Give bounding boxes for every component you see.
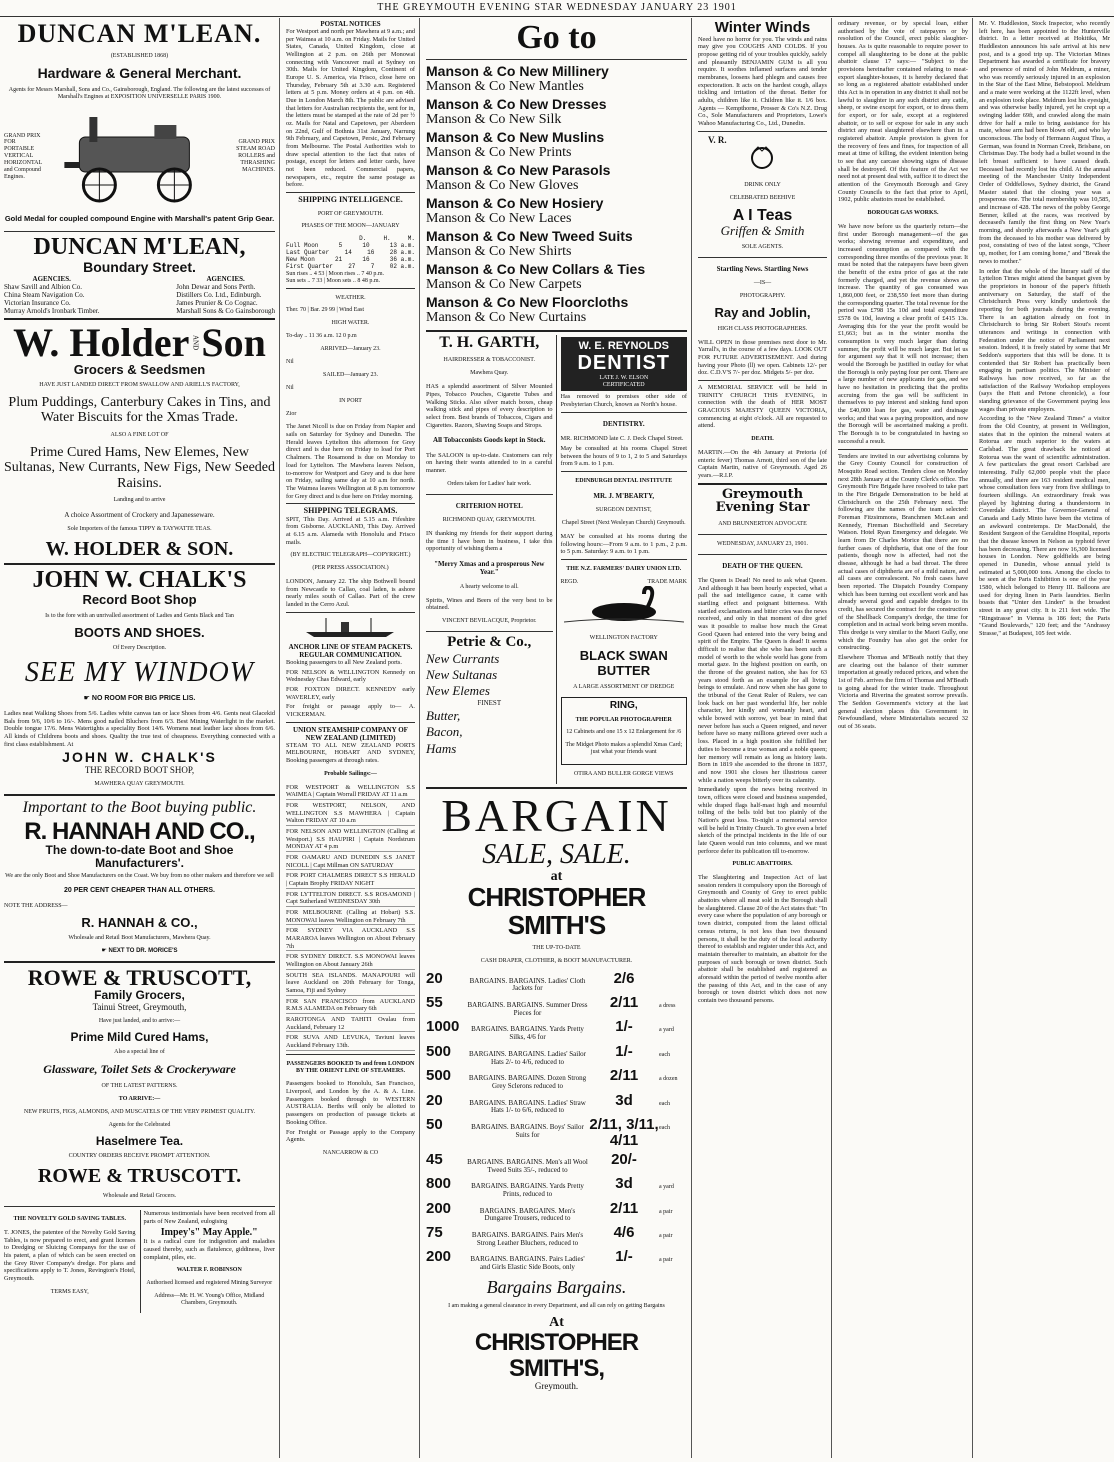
petrie-item: New Currants [426,650,500,666]
manson-line: Manson & Co New Tweed Suits [426,227,633,244]
death-head: DEATH. [751,436,774,443]
bargain-count: 55 [426,994,443,1012]
rowe-subtitle: Family Grocers, [94,988,185,1003]
manson-line: Manson & Co New Gloves [426,178,579,194]
union-sailings: Probable Sailings:— [324,770,377,777]
petrie-items [426,651,553,757]
petrie-title: Petrie & Co., [447,633,532,650]
garth-sub: HAIRDRESSER & TOBACCONIST. [443,357,535,364]
bargain-desc: BARGAINS. BARGAINS. Yards Pretty Prints, reduced to [471,1182,584,1199]
bargain-count: 20 [426,969,443,987]
high-water-row: To-day .. 11 36 a.m. 12 0 p.m [286,333,357,340]
tenders-text: Tenders are invited in our advertising columns by the Grey County Council for construction of Mosquito Road section. Tenders close on Monday next 28th January at the County Clerk's office. The Greymouth Fire Brigade have resolved to take part in the Fire Brigade Demonstration to be held at Christchurch on the 25th February next. The following are the names of the team selected: Foreman Fitzsimmons, Branchmen McLean and Kennedy, Fireman Bischoffield and Secretary Watson. Hotel Ryan Emergency and delegate. We learn from Dr Charles Morice that there are no further cases of diphtheria, that one of the four patients, though now is affected, had not the disease, although he had a bad throat. The three actual cases of diphtheria are of a mild nature, and all cases are convalescent. No fresh cases have been reported. The Dispatch Foundry Company which has been turning out excellent work and has already several good and capable dredges to its credit, has secured the contract for the construction of the Shellback Company's dredge, the time for completion and in actual work being seven months. This dredge is very similar to the Maori Gully, one which the Foundry has also got the order for constructing. [838,452,968,652]
sole-agents: SOLE AGENTS. [741,244,784,251]
bargain-unit: each [659,1100,670,1107]
ray-title: Ray and Joblin, [714,305,811,321]
column-2 [282,18,420,1458]
ray-sub: HIGH CLASS PHOTOGRAPHERS. [717,325,808,332]
bargain-row [426,1117,687,1150]
dentistry-head: DENTISTRY. [602,419,645,428]
bargain-price: 2/11, 3/11, 4/11 [589,1115,659,1150]
criterion-prop: VINCENT BEVILACQUE, Proprietor. [441,617,537,624]
bargain-row [426,1152,687,1174]
column-1 [0,18,280,1458]
union-sailing-item: RAROTONGA AND TAHITI Ovalau from Auckland, February 12 [286,1016,415,1031]
holder-footer: W. HOLDER & SON. [45,538,234,561]
col6-text3: According to the "New Zealand Times" a visitor from the Old Country, at present in Wellington, states that in the opinion the mineral waters at Rotorua are much superior to the waters at Carlsbad. The great drawback he noticed at Rotorua was the want of scientific administration. A few particulars the great resort Carlsbad are interesting. Fully 62,000 people visit the place annually, and there are 163 resident medical men, whose consultation fees vary from five shillings to fourteen shillings. An extraordinary freak was played by lightning during a thunderstorm in Coverdale district. The Governor-General of Canada and Lady Minto have been the victims of an awkward contretemps. Dr MacDonald, the Resident Surgeon of the Geraldine Hospital, reports that the disease known in Nelson as typhoid fever has been decreasing. There are now 16,300 licensed houses in London. New goldfields are being opened in Dunedin, whose annual yield is estimated at 5,000,000 tons. Among the clocks to be seen at the Paris Exhibition is one of the year 1580, which belonged to Henry III. Balloons are used for drying linen in Paris laundries. Berlin boasts that "Unter den Linden" is the broadest street in any great city. It is 211 feet wide. The "Ringstrasse" in Vienna is 186 feet; the Paris "Grand Boulevards," 120 feet; and the "Andrassy Strasse," at Budapest, 105 feet wide. [979,415,1110,638]
reynolds-banner: W. E. REYNOLDS DENTIST LATE J. W. ELSON CERTIFICATED [561,337,688,392]
grand-prix-right: GRAND PRIX STEAM ROAD ROLLERS and THRASHING MACHINES. [236,139,276,173]
chalk-desc: Is to the fore with an unrivalled assortment of Ladies and Gents Black and Tan [45,612,234,619]
bargain-row [426,1249,687,1271]
bargain-count: 200 [426,1248,452,1266]
hannah-text: We are the only Boot and Shoe Manufacturers on the Coast. We buy from no other makers and therefore we sell [5,873,274,880]
chalk-footer2: THE RECORD BOOT SHOP, [84,765,195,776]
beaty-addr: Chapel Street (Next Wesleyan Church) Greymouth. [561,520,686,527]
ray-text: WILL OPEN in those premises next door to Mr. Yarrall's, in the course of a few days. LOOK OUT FOR FUTURE ADVERTISEMENT. And during having your Photo (ll) we open. Cabinets 12/- per doz. C.D.V'S 7/- per doz. Midgets 5/- per doz. [698,338,827,377]
paper-date: WEDNESDAY, JANUARY 23, 1901. [716,540,809,547]
pointing-hand-icon: ☛ [83,694,92,702]
celebrated: CELEBRATED BEEHIVE [729,194,796,201]
rowe-tea: Haselmere Tea. [95,1133,184,1148]
bargain-price: 2/11 [609,1199,639,1217]
rowe-hams: Prime Mild Cured Hams, [70,1029,209,1044]
smith-title: CHRISTOPHER SMITH'S [467,882,646,940]
ship-notes: The Janet Nicoll is due on Friday from Napier and sails on Saturday for Sydney and Dunedin. The Herald leaves Lyttelton this afternoon for Grey direct and is due here on Friday to load for Port Chalmers. The Rosamond is due on Monday to load for Lyttelton. The Mawhera leaves Nelson, to-morrow for Westport and Grey and is due here on Friday, sailing same day at 10 a.m for north. The Waimea leaves Wellington at 8 p.m tomorrow for Grey direct and is due here on Friday morning. [286,423,415,500]
bargain-desc: BARGAINS. BARGAINS. Dozen Strong Grey Sclerons reduced to [468,1074,587,1090]
impey-ad: Numerous testimonials have been received from all parts of New Zealand, eulogising Impey's" May Apple." It is a radical cure for indigestion and maladies caused thereby, such as flatulence, giddiness, liver complaint, piles, etc. WALTER F. ROBINSON Authorised licensed and registered Mining Surveyor Address—Mr. H. W. Young's Office, Midland Chambers, Greymouth. [140,1210,276,1313]
pointing-hand-icon: ☛ [101,948,109,955]
goto-heading: Go to [516,19,597,56]
chalk-window: SEE MY WINDOW [24,657,255,689]
bargain-desc: BARGAINS. BARGAINS. Ladies' Straw Hats 1/- to 6/6, reduced to [469,1098,586,1115]
bargains-footer: Bargains Bargains. [486,1276,627,1297]
bargain-price: 3d [615,1175,633,1193]
bargain-desc: BARGAINS. BARGAINS. Ladies' Sailor Hats 2/- to 4/6, reduced to [469,1049,586,1066]
general-clearance: I am making a general clearance in every Department, and all can rely on getting Bargains [448,1302,665,1309]
rowe-also: Also a special line of [114,1049,165,1056]
telegrams-copyright: (BY ELECTRIC TELEGRAPH—COPYRIGHT.) [290,552,411,559]
bargain-desc: BARGAINS. BARGAINS. Summer Dress Pieces for [467,1001,588,1017]
bargain-row [426,995,687,1017]
manson-line: Manson & Co New Curtains [426,310,587,326]
drink-only: DRINK ONLY [744,181,781,188]
smith-town: Greymouth. [534,1380,579,1391]
garth-text: HAS a splendid assortment of Silver Mounted Pipes, Tobacco Pouches, Cigarette Tubes and Walking Sticks. Also silver match boxes, cheap walking stick and pipes of every description to select from. Best brands of Tobaccos, Cigars and Cigarettes. Razors, Shaving Soaps and Strops. [426,383,553,429]
manson-line: Manson & Co New Collars & Ties [426,260,646,277]
telegrams-london: LONDON, January 22. The ship Bothwell bound from Newcastle to Callao, coal laden, is ashore nearly miles south of Callao. Part of the crew landed in the Cerro Azul. [286,578,415,609]
bargain-desc: BARGAINS. BARGAINS. Boys' Sailor Suits for [471,1122,584,1139]
engine-block [4,107,275,207]
petrie-item: New Sultanas [426,666,498,682]
richmond-text: MR. RICHMOND late C. J. Deck Chapel Street. [560,435,684,443]
rowe-title: ROWE & TRUSCOTT, [27,965,252,991]
column-5 [834,18,973,1458]
steam-engine-illustration [43,107,236,207]
left-middle [426,335,557,784]
sailed-head: SAILED—January 23. [323,371,378,378]
garth-quay: Mawhera Quay. [470,370,509,377]
bargain-unit: a dress [659,1003,676,1010]
manson-line: Manson & Co New Carpets [426,277,582,293]
bargain-price: 1/- [615,1042,633,1060]
edinburgh-head: EDINBURGH DENTAL INSTITUTE [575,477,673,484]
bargain-desc: BARGAINS. BARGAINS. Pairs Men's Strong Leather Bluchers, reduced to [471,1231,584,1247]
telegrams-assoc: (PER PRESS ASSOCIATION.) [312,565,389,572]
column-4 [694,18,832,1458]
chalk-subtitle: Record Boot Shop [82,592,197,608]
bargain-count: 1000 [426,1018,460,1036]
passengers-head: PASSENGERS BOOKED To and from LONDON BY THE ORIENT LINE OF STEAMERS. [286,1060,415,1074]
black-swan-logo [564,586,684,624]
chalk-footer: JOHN W. CHALK'S [62,749,217,766]
holder-subtitle: Grocers & Seedsmen [73,361,206,377]
manson-line: Manson & Co New Hosiery [426,194,604,211]
chalk-text: Ladies neat Walking Shoes from 5/6. Ladies white canvas tan or lace Shoes from 4/6. Gents neat Glacekid Bals from 9/6, 10/6 to 16/-. Mens good nailed Bluchers from 6/3. Best Mining Waterlight in the market. Double tongue 17/6. Mens Watertights a speciality Boot 14/6. Womens neat leather lace shoes from 6/6. All kinds of Childrens boots and shoes. Quality the true test of cheapness. Everything connected with a first class establishment. At [4,710,275,748]
manson-line: Manson & Co New Millinery [426,62,609,79]
chalk-noroom: ☛ NO ROOM FOR BIG PRICE LIS. [83,694,196,702]
vr-emblem: V. R. [708,134,727,145]
union-sailing-item: FOR MELBOURNE (Calling at Hobart) S.S. MONOWAI leaves Wellington on February 7th [286,908,415,924]
ring-ad: RING, THE POPULAR PHOTOGRAPHER 12 Cabinets and one 15 x 12 Enlargement for /6 The Midget Photo makes a splendid Xmas Card; just what your friends want [561,697,688,766]
smith-footer: CHRISTOPHER SMITH'S, [474,1329,639,1382]
bargain-price: 2/11 [609,1067,639,1085]
winter-title: Winter Winds [714,19,811,36]
bargain-price: 1/- [615,1018,633,1036]
gasworks-head: BOROUGH GAS WORKS. [867,210,939,217]
bargain-row [426,1225,687,1247]
bargain-title: BARGAIN [441,789,672,841]
masthead: THE GREYMOUTH EVENING STAR WEDNESDAY JANUARY 23 1901 [0,0,1114,17]
rowe-fruits: NEW FRUITS, FIGS, ALMONDS, AND MUSCATELS OF THE VERY PRIMEST QUALITY. [23,1108,256,1115]
bargain-desc: BARGAINS. BARGAINS. Pairs Ladies' and Girls Elastic Side Boots, only [470,1255,585,1272]
bargain-row [426,1093,687,1115]
smith-trade: CASH DRAPER, CLOTHIER, & BOOT MANUFACTURER. [480,957,633,964]
criterion-welcome: A hearty welcome to all. [459,583,519,590]
high-water-head: HIGH WATER. [331,320,370,327]
telegrams-head: SHIPPING TELEGRAMS. [303,506,398,516]
bargain-desc: BARGAINS. BARGAINS. Yards Pretty Silks, 4/6 for [471,1025,584,1042]
shipping-port: PORT OF GREYMOUTH. [317,210,384,217]
manson-line: Manson & Co New Parasols [426,161,611,178]
in-port-ship: Zior [286,410,297,417]
holder-crockery: A choice Assortment of Crockery and Japanesseware. [64,510,215,519]
criterion-head: CRITERION HOTEL [455,501,523,510]
union-sailing-item: FOR LYTTELTON DIRECT. S.S ROSAMOND | Capt Sutherland WEDNESDAY 30th [286,890,415,906]
bargain-row [426,971,687,993]
garth-orders: Orders taken for Ladies' hair work. [447,480,532,487]
bargain-count: 75 [426,1224,443,1242]
union-sailing-item: FOR OAMARU AND DUNEDIN S.S JANET NICOLL | Capt Millman ON SATURDAY [286,853,415,869]
mclean-est: (ESTABLISHED 1868) [110,53,169,60]
bargain-price: 2/11 [609,994,639,1012]
abattoirs-head: PUBLIC ABATTOIRS. [732,861,793,868]
bargain-count: 500 [426,1042,452,1060]
moon-table: D. H. M. Full Moon 5 10 13 a.m. Last Quarter 14 16 28 a.m. New Moon 21 16 36 a.m. First Quarter 27 7 02 a.m. [286,235,415,270]
rowe-country: COUNTRY ORDERS RECEIVE PROMPT ATTENTION. [68,1153,211,1160]
rowe-glass: Glassware, Toilet Sets & Crockeryware [43,1062,236,1077]
col5-text2: Elsewhere Thomas and M'Beath notify that they are clearing out the balance of their summer importation at greatly reduced prices, and when the 1st of Feb. arrives the firm of Thomas and M'Beath is going ahead for the winter trade. Throughout Victoria and Riverina the greatest sorrow prevails. The Seddon Government's victory at the last general election places this Government in Newfoundland, where Ministerialists secured 32 out of 36 seats. [838,653,968,731]
bargain-unit: a yard [659,1184,674,1191]
bargain-count: 500 [426,1067,452,1085]
farmers-union-ad: THE N.Z. FARMERS' DAIRY UNION LTD. REGD. TRADE MARK WELLINGTON FACTORY BLACK SWAN BUTTER [560,565,687,678]
bargain-unit: each [659,1124,670,1131]
petrie-item: New Elemes [426,683,490,699]
moon-head: PHASES OF THE MOON—JANUARY [301,223,400,230]
union-text: STEAM TO ALL NEW ZEALAND PORTS MELBOURNE, HOBART AND SYDNEY, Booking passengers at through rates. [286,741,415,764]
middle-ads [426,335,687,784]
union-head: UNION STEAMSHIP COMPANY OF NEW ZEALAND (LIMITED) [293,725,408,742]
arrived-head: ARRIVED—January 23. [320,346,381,353]
hannah-address2: Wholesale and Retail Boot Manufacturers, Mawhera Quay. [68,935,211,942]
holder-hams: Prime Cured Hams, New Elemes, New Sultanas, New Currants, New Figs, New Seeded Raisins. [4,444,276,491]
paper-sub: AND BRUNNERTON ADVOCATE [718,520,807,527]
a1-teas: A I Teas [732,206,793,224]
reynolds-text: Has removed to premises other side of Presbyterian Church, known as North's house. [560,393,687,409]
petrie-item: FINEST [477,699,502,708]
postal-head: POSTAL NOTICES [320,20,381,28]
column-6 [975,18,1114,1458]
richmond-times: May be consulted at his rooms Chapel Street between the hours of 9 to 1, 2 to 5 and Saturdays from 9 a.m. to 1 p.m. [560,444,687,468]
royal-crest-icon [698,145,826,171]
union-sailing-item: FOR WESTPORT & WELLINGTON S.S WAIMEA | Captain Worrall FRIDAY AT 11 a.m [286,783,415,799]
gold-medal: Gold Medal for coupled compound Engine with Marshall's patent Grip Gear. [4,214,275,224]
mclean-title: DUNCAN M'LEAN. [17,19,262,48]
hannah-subtitle: The down-to-date Boot and Shoe Manufacturers'. [45,843,234,870]
petrie-item: Butter, [426,708,461,724]
bargain-price: 3d [615,1091,633,1109]
is-label: —IS— [753,280,772,287]
manson-line: Manson & Co New Silk [426,112,562,128]
sailed-nil: Nil [286,384,294,391]
agencies-block [4,275,275,315]
criterion-spirits: Spirits, Wines and Beers of the very best to be obtained. [426,596,553,612]
bargain-row [426,1019,687,1041]
passengers-agent: NANCARROW & CO [322,1149,379,1156]
manson-line: Manson & Co New Prints [426,145,572,161]
hannah-title: R. HANNAH AND CO., [24,818,255,846]
griffen-smith: Griffen & Smith [720,223,805,239]
hannah-address: R. HANNAH & CO., [81,914,198,930]
rowe-landed: Have just landed, and to arrive:— [98,1017,181,1024]
petrie-item: Bacon, [426,724,463,740]
manson-line: Manson & Co New Dresses [426,95,607,112]
memorial-text: A MEMORIAL SERVICE will be held in TRINITY CHURCH THIS EVENING, in connection with the death of HER MOST GRACIOUS MAJESTY QUEEN VICTORIA, commencing at eight o'clock. All are requested to attend. [698,383,827,430]
union-sailing-item: FOR SYDNEY VIA AUCKLAND S.S MARAROA leaves Wellington on About February 7th [286,927,415,950]
mclean-agents: Agents for Messrs Marshall, Sons and Co., Gainsborough, England. The following are the latest successes of Marshall's Engines at EXPOSITION UNIVERSELLE PARIS 1900. [8,86,271,100]
bargain-list [426,971,687,1272]
bargain-price: 20/- [611,1150,637,1168]
holder-also: ALSO A FINE LOT OF [110,431,169,438]
bargain-price: 1/- [615,1248,633,1266]
right-middle [561,335,688,784]
beaty-name: MR. J. M'BEARTY, [593,491,655,500]
agencies-right: AGENCIES. John Dewar and Sons Perth. Distillers Co. Ltd., Edinburgh. James Prunier & Co Cognac. Marshall Sons & Co Gainsborough [176,274,275,315]
bargain-unit: a pair [659,1233,673,1240]
bargain-unit: a pair [659,1257,673,1264]
anchor-foxton: FOR FOXTON DIRECT. KENNEDY early WAVERLEY, early [286,685,415,701]
holder-landing: Landing and to arrive [113,496,166,503]
telegrams-text: SPIT, This Day. Arrived at 5.15 a.m. Fifeshire from Gisborne. AUCKLAND, This Day. Arrived at 6.15 a.m. Alameda with Honolulu and Frisco mails. [286,515,415,546]
manson-line: Manson & Co New Floorcloths [426,293,629,310]
bargain-row [426,1068,687,1090]
ring-text: A LARGE ASSORTMENT OF DREDGE [573,683,675,690]
criterion-text: IN thanking my friends for their support during the time I have been in business, I take this opportunity of wishing them a [426,529,553,553]
union-sailing-item: SOUTH SEA ISLANDS. MANAPOURI will leave Auckland on 20th February for Tonga, Samoa, Fiji and Sydney [286,971,415,994]
holder-sole: Sole Importers of the famous TIPPY & TAYWATTE TEAS. [67,526,212,533]
union-sailing-item: FOR SUVA AND LEVUKA, Taviuni leaves Auckland February 13th. [286,1034,415,1050]
anchor-head: ANCHOR LINE OF STEAM PACKETS. REGULAR COMMUNICATION. [288,642,413,659]
weather-head: WEATHER. [335,294,366,301]
smith-sub: THE UP-TO-DATE [532,944,581,951]
bargain-unit: each [659,1051,670,1058]
bargain-row [426,1176,687,1198]
abattoirs-text: The Slaughtering and Inspection Act of last session renders it compulsory upon the Borough of Greymouth and County of Grey to erect public abattoirs where all meat sold in the Borough shall be slaughtered. Clause 20 of the Act states that: "In every case where the population of any borough or town district, computed from the latest official census returns, is not less than two thousand persons, it shall be the duty of the local authority thereof to establish and register under this Act, and maintain thereafter to maintain, an abattoir for the purposes of such borough or town district. Such abattoir shall be established and registered as aforesaid within the period of twelve months after the passing of this Act, and in the case of any borough or town district which does not now contain two thousand persons. [698,874,827,1004]
queen-text: The Queen is Dead! No need to ask what Queen. And although it has been hourly expected, what a pall the sad intelligence cause, it came with startling effect and poignant bitterness. With startled exclamations and bitter cries was the news received, and only in that moment of dire grief was it possible to realise how much the Great Good Queen had entered into the very being and spirit of the Empire. The Queen is dead! It seems difficult to realise that she who has been such a model of worth to the whole world has gone from mortal gaze. In the highest position on earth, on the throne of the greatest nation, she has for 63 years stood forth as an example for all living beings to emulate. And now when she has gone to the tribunal of the Great Ruler of Rulers, we can look back on her past wonderful life, her noble character, her kindly and womanly heart, and while bowed with sorrow, yet bear in mind that never before has such a Queen reigned, and never before have so many millions grieved over such a loss. Placed in a high position she fulfilled her duties to become a true woman and a noble queen; her memory will remain as long as history lasts. Born in 1819 she ascended to the throne in 1837, and now 1901 she closes her illustrious career while a nation weeps bitterly over its calamity. [698,577,827,784]
chalk-boots: BOOTS AND SHOES. [74,624,205,640]
manson-line: Manson & Co New Mantles [426,79,584,95]
rowe-arrive: TO ARRIVE:— [118,1095,161,1102]
tribute-text: Immediately upon the news being received in town, offices were closed and business suspended, while draped flags half-mast high and mournful tolling of the bells told but too plainly of the Nation's great loss. To-night a memorial service will be held in Trinity Church. To give even a brief sketch of the principal incidents in the life of our late Queen would run into columns, and we must perforce defer its publication till to-morrow. [698,786,827,855]
bargain-count: 800 [426,1175,452,1193]
grand-prix-left: GRAND PRIX FOR PORTABLE VERTICAL HORIZONTAL and Compound Engines. [4,132,42,180]
manson-line: Manson & Co New Shirts [426,244,572,260]
union-sailing-item: FOR SAN FRANCISCO from AUCKLAND R.M.S ALAMEDA on February 6th [286,997,415,1013]
chalk-title: JOHN W. CHALK'S [32,567,247,594]
sun-times: Sun rises .. 4 53 | Moon rises .. 7 40 p.m. Sun sets .. 7 33 | Moon sets .. 8 48 p.m. [286,270,385,284]
bargain-price: 4/6 [613,1224,635,1242]
holder-landed: HAVE JUST LANDED DIRECT FROM SWALLOW AND ARIELL'S FACTORY, [39,382,240,389]
mclean2-title: DUNCAN M'LEAN, [33,233,246,260]
passengers-freight: For Freight or Passage apply to the Company Agents. [286,1128,415,1144]
col6-text2: In order that the whole of the literary staff of the Lyttelton Times might attend the banquet given by the proprietors in honour of the paper's fiftieth anniversary on Saturday, the staff of the Christchurch Press very kindly undertook the reporting for both journals during the evening. There is an agitation already on foot in Christchurch to bring Sir Robert Stout's recent utterances and writings in connection with Federation under the notice of Parliament next session. Indeed, it is freely stated by some that Mr Seddon's supporters that this will be done. It is contended that Sir Robert has practically been engaging in partisan politics. The Minister of Railways has now received, so far as the satisfaction of the Railway Workshop employees (says the Hutt and Petone chronicle), a four standing grievance of the Government paying less wages than private employers. [979,267,1110,413]
bargain-desc: BARGAINS. BARGAINS. Men's all Wool Tweed Suits 35/-, reduced to [467,1157,588,1174]
startling: Startling News. Startling News [716,264,809,273]
bargain-sale: SALE, SALE. [482,839,631,871]
bargain-row [426,1201,687,1223]
petrie-item: Hams [426,740,457,756]
bargain-count: 200 [426,1199,452,1217]
queen-head: DEATH OF THE QUEEN. [722,561,803,570]
mclean2-subtitle: Boundary Street. [83,258,196,275]
criterion-addr: RICHMOND QUAY, GREYMOUTH. [442,516,536,523]
bargain-at: at [550,868,563,884]
col6-text1: Mr. V. Huddleston, Stock Inspector, who recently left here, has been appointed to the Hunterville district. In a letter received at Hokitika, Mr Huddleston announces his safe arrival at his new post, and is a good trip up. The Victorian Mines Department has awarded a certificate for bravery and presence of mind of John Meldrum, a miner, who was recently seriously injured in an explosion in the Star of the East Mine, Bebstopool. Meldrum and a mate were working at the 1122ft level, when an explosion took place. Meldrum lost his eyesight, and was otherwise badly injured, yet he crept up a swinging ladder 69ft, and crawled along the main drive for half a mile to bring assistance for his mate, whose arm had been blown off, and who lay unconscious. The body of Hermann August Thus, a German, was found in Norman Creek, Brisbane, on Christmas Day. The body had a bullet wound in the left breast sufficient to have caused death. Deceased had recently lost his child. At the annual meeting of the Manchester Unity Independent Order of Oddfellows, Sydney district, the Grand Master stated that the closing year was a prosperous one. The total membership was 10,585, and increase of 428. The news of the pobby George Benner, killed at the races, was received by deceased's family the first thing on New Year's morning, and shortly afterwards a New Year's gift from the deceased to his mother was delivered by post, consisting of two of the latest songs, "Cheer up, mother, for I am coming home," and "Break the news to mother." [979,20,1110,265]
rowe-street: Tainui Street, Greymouth, [92,1001,187,1012]
chalk-address: MAWHERA QUAY GREYMOUTH. [94,781,185,788]
bargain-count: 45 [426,1150,443,1168]
bargain-count: 20 [426,1091,443,1109]
steamship-icon [286,616,414,638]
bargain-unit: a pair [659,1208,673,1215]
holder-title: W. Holder AND Son [13,319,266,365]
bargain-price: 2/6 [613,969,635,987]
bargain-row [426,1044,687,1066]
bargain-count: 50 [426,1115,443,1133]
beaty-times: MAY be consulted at his rooms during the following hours:—From 9 a.m. to 1 p.m., 2 p.m. to 5 p.m. Saturday: 9 a.m. to 1 p.m. [560,532,687,556]
union-list [286,784,415,1051]
passengers-text: Passengers booked to Honolulu, San Francisco, Liverpool, and London by the A. & A. Line. Passengers booked through to WESTERN AUSTRALIA. Berths will only be allotted to passengers on production of passage tickets at Booking Office. [286,1080,415,1126]
manson-list [426,63,687,327]
mclean-subtitle: Hardware & General Merchant. [37,65,242,82]
rowe-footer2: Wholesale and Retail Grocers. [102,1193,177,1200]
hannah-important: Important to the Boot buying public. [22,799,257,817]
holder-puddings: Plum Puddings, Canterbury Cakes in Tins, and Water Biscuits for the Xmas Trade. [8,395,271,426]
postal-text: For Westport and north per Mawhera at 9 a.m.; and per Waimea at 10 a.m. on Friday. Mails for United States, Canada, United Kingdom, close at Wellington at 2 p.m. on 26th per Monowai connecting with Vancouver mail at Sydney on 30th. Mails for United Kingdom, Continent of Europe U. S. America, via Frisco, close here on Thursday, February 5th at 3.30 a.m. Registered letters at 5 p.m. Money orders at 4 p.m. on 4th. Due in London March 8th. The public are advised that letters for Australian recipients the, sent for in, the letters must be stamped at the rate of 2d per ½ oz. Mails for Natal and Capetown, per Aberdeen on 22nd, Gulf of Bothnia 31st January, Narrung 9th February, and Capetown, Persic, 2nd February from Melbourne. The Postal Authorities wish to draw special attention to the fact that rates of postage, except for letters and letter cards, have not been reduced. Commercial papers, newspapers, etc., require the same postage as before. [286,28,415,189]
hannah-note: NOTE THE ADDRESS— [4,902,68,909]
garth-saloon: The SALOON is up-to-date. Customers can rely on having their wants attended to in a careful manner. [426,451,553,475]
agencies-left: AGENCIES. Shaw Savill and Albion Co. China Steam Navigation Co. Victorian Insurance Co. Murray Arnold's Ironbark Timber. [4,274,100,315]
rowe-footer: ROWE & TRUSCOTT. [37,1165,242,1188]
union-sailing-item: FOR NELSON AND WELLINGTON (Calling at Westport.) S.S HAUPIRI | Captain Nordstrum MONDAY AT 4 p.m [286,827,415,851]
col5-text1: ordinary revenue, or by special loan, either authorised by the vote of ratepayers or by resolution of the Council, erect public slaughter-houses. As is quite reasonable to require power to compel all slaughtering to be done at the public abattoir clause 17 says:— "Subject to the provisions hereinafter contained relating to meat-export slaughter-houses, it is hereby declared that so long as a registered abattoir established under this Act is in operation in any district it shall not be lawful to slaughter in any such district any cattle, sheep, or swine except for export, or to dress them for export, or for sale, except at a registered abattoir, or to sell or expose for sale in any such district any meat slaughtered elsewhere than in a registered abattoir. Ample provision is given for the recovery of fees and fines, for inspection of all meat at time of killing, the evident intention being to see that any carcase showing signs of disease shall be destroyed. Of this feature of the Act we need not at present deal with, suffice it to direct the attention of the Greymouth Borough and Grey County Councils to the fact that prior to April, 1902, public abattoirs must be established. [838,20,968,204]
criterion-xmas: "Merry Xmas and a prosperous New Year." [434,559,545,577]
bargain-desc: BARGAINS. BARGAINS. Men's Dungaree Trousers, reduced to [479,1206,576,1223]
at-label: At [549,1314,564,1330]
bargain-desc: BARGAINS. BARGAINS. Ladies' Cloth Jackets for [469,976,586,993]
manson-line: Manson & Co New Laces [426,211,572,227]
winter-text: Need have no horror for you. The winds and rains may give you COUGHS AND COLDS. If you propose getting rid of your troubles quickly, safely and pleasantly BENJAMIN GUM is all you require. It soothes inflamed surfaces and tender membranes, loosens hard phlegm and causes free expectoration. It acts on the hardest cough, allays tickling and irritation of the throat. Better for adults, children like it. Children like it. 1/6 box. Agents — Kempthorne, Prosser & Co's N.Z. Drug Co., Sole Manufacturers and Proprietors, Lowe's Wahoo Manufacturing Co., Ltd., Dunedin. [698,35,827,128]
death-text: MARTIN.—On the 4th January at Pretoria (of enteric fever) Thomas Arnott, third son of the late Captain Martin, native of Greymouth. Aged 26 years.—R.I.P. [698,448,827,479]
shipping-head: SHIPPING INTELLIGENCE. [298,195,403,205]
rowe-offer: OF THE LATEST PATTERNS. [101,1083,178,1090]
photography: PHOTOGRAPHY. [739,293,786,300]
column-3 [422,18,692,1458]
anchor-freight: For freight or passage apply to— A. VICKERMAN. [286,703,415,718]
hannah-cheaper: 20 PER CENT CHEAPER THAN ALL OTHERS. [64,887,215,895]
ring-views: OTIRA AND BULLER GORGE VIEWS [573,771,674,778]
weather-row: Ther. 70 | Bar. 29 99 | Wind East [286,307,365,314]
anchor-nelson: FOR NELSON & WELLINGTON Kennedy on Wednesday Chas Edward, early [286,668,415,684]
chalk-every: Of Every Description. [112,645,167,652]
rowe-agents: Agents for the Celebrated [108,1121,171,1128]
union-sailing-item: FOR PORT CHALMERS DIRECT S.S HERALD | Captain Brophy FRIDAY NIGHT [286,872,415,887]
bottom-ads [4,1210,275,1313]
anchor-text: Booking passengers to all New Zealand ports. [286,658,402,666]
hannah-next: ☛ NEXT TO DR. MORICE'S [101,948,178,955]
manson-line: Manson & Co New Muslins [426,128,605,145]
beaty-sub: SURGEON DENTIST, [595,507,652,514]
union-sailing-item: FOR SYDNEY DIRECT. S.S MONOWAI leaves Wellington on About January 26th [286,953,415,968]
bargain-unit: a yard [659,1027,674,1034]
in-port-head: IN PORT [339,397,362,404]
garth-all: All Tobacconists Goods kept in Stock. [433,436,546,445]
garth-title: T. H. GARTH, [439,333,540,351]
paper-title: Greymouth Evening Star [715,486,810,516]
bargain-unit: a dozen [659,1076,678,1083]
arrived-nil: Nil [286,359,294,366]
union-sailing-item: FOR WESTPORT, NELSON, AND WELLINGTON S.S MAWHERA | Captain Walton FRIDAY AT 10 a.m [286,801,415,825]
jones-ad: THE NOVELTY GOLD SAVING TABLES. T. JONES, the patentee of the Novelty Gold Saving Tables, is now prepared to erect, and grant licenses to Dredging or Sluicing Companys for the use of his patent, a plan of which can be seen erected on the Grey River Company's dredge. For plans and specifications apply to T. Jones, Revington's Hotel, Greymouth. TERMS EASY, [4,1216,136,1295]
gasworks-text: We have now before us the quarterly return—the first under Borough management—of the gas works; showing revenue and expenditure, and increased consumption as compared with the corresponding three months of the previous year. It must be noted that the ratepayers have been given the benefit of the extra price of gas at the rate formerly charged, and yet the revenue shows an increase. The quantity of gas consumed was 1,860,000 feet, or 238,550 feet more than during the corresponding quarter. The total revenue for the period was £798 15s 10d and total expenditure £578 0s 10d, leaving a clear profit of £415 13s. Averaging this for the year the profit would be £1,663; but as in the winter months the consumption is very much larger than during summer, the profit will be much larger. But let us for argument say that it will not increase; then would the Borough be justified in outlay for what the Borough is only paying four per cent. There are a large number of new applicants for gas, and we have no hesitation in predicting that the profits accruing from the gas will be sufficient in themselves to pay interest and sinking fund upon the £40,000 loan for gas, water and drainage works; and that was a paying proposition, and now the Borough will be ascertained making a profit. The Borough is to be congratulated in having so successful a result. [838,223,968,445]
